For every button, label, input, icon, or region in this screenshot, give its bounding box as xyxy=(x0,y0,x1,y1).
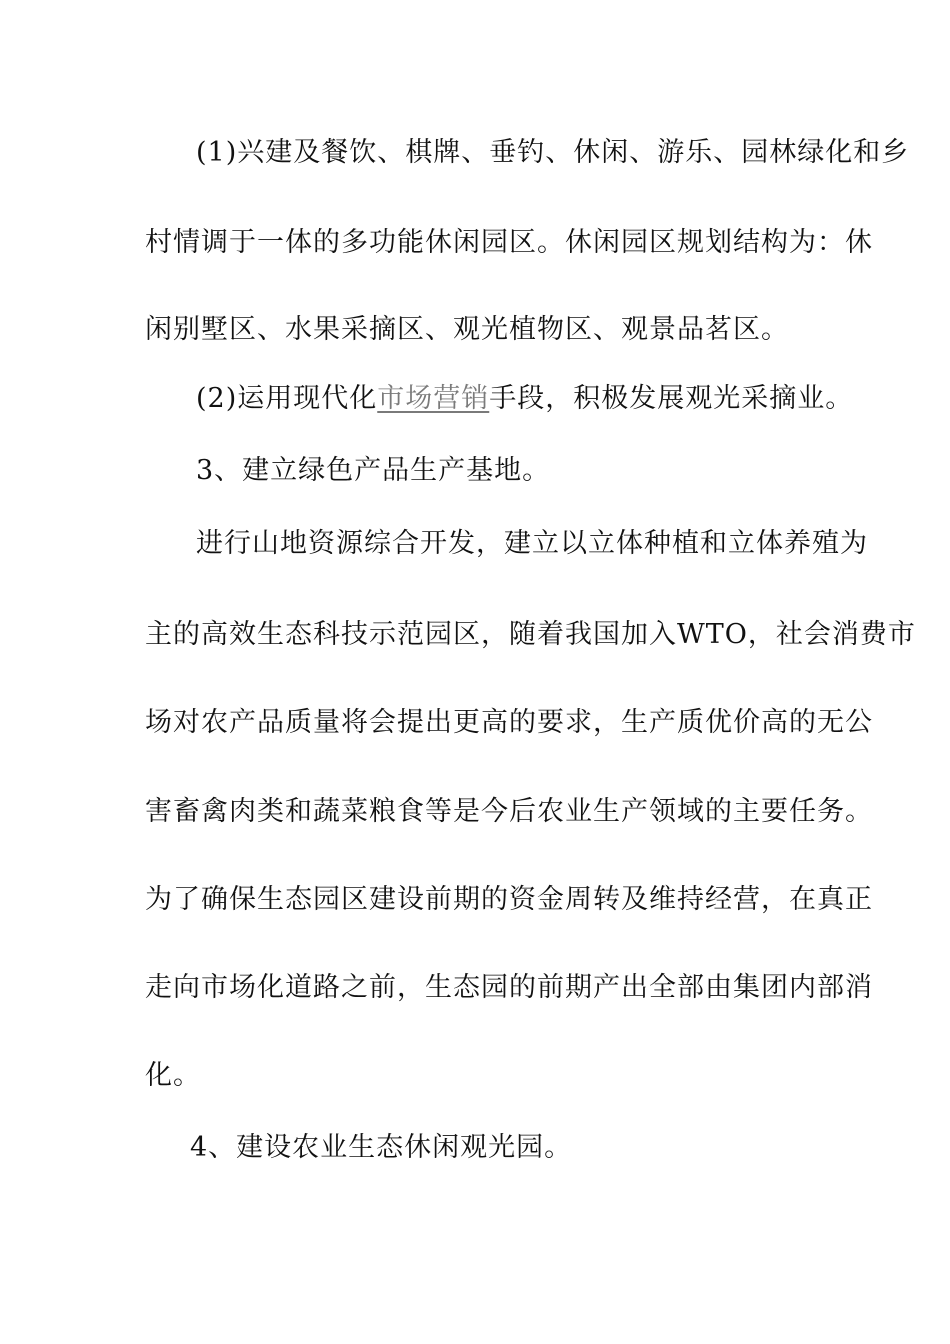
paragraph-1-line-3: 闲别墅区、水果采摘区、观光植物区、观景品茗区。 xyxy=(145,314,789,345)
market-marketing-link[interactable]: 市场营销 xyxy=(377,383,490,414)
paragraph-4-line-3: 场对农产品质量将会提出更高的要求，生产质优价高的无公 xyxy=(145,707,873,738)
paragraph-4-line-5: 为了确保生态园区建设前期的资金周转及维持经营，在真正 xyxy=(145,884,873,915)
paragraph-4-line-6: 走向市场化道路之前，生态园的前期产出全部由集团内部消 xyxy=(145,972,873,1003)
paragraph-1-line-1: (1)兴建及餐饮、棋牌、垂钓、休闲、游乐、园林绿化和乡 xyxy=(196,137,910,168)
paragraph-2-text-after: 手段，积极发展观光采摘业。 xyxy=(489,383,854,414)
section-heading-3: 3、建立绿色产品生产基地。 xyxy=(196,455,551,486)
paragraph-1-line-2: 村情调于一体的多功能休闲园区。休闲园区规划结构为：休 xyxy=(145,227,873,258)
paragraph-4-line-1: 进行山地资源综合开发，建立以立体种植和立体养殖为 xyxy=(196,528,868,559)
paragraph-4-line-2: 主的高效生态科技示范园区，随着我国加入WTO，社会消费市 xyxy=(145,619,916,650)
paragraph-2-text-before: (2)运用现代化 xyxy=(196,383,378,414)
paragraph-2 xyxy=(196,382,853,416)
paragraph-4-line-7: 化。 xyxy=(145,1060,201,1091)
paragraph-4-line-4: 害畜禽肉类和蔬菜粮食等是今后农业生产领域的主要任务。 xyxy=(145,796,873,827)
section-heading-4: 4、建设农业生态休闲观光园。 xyxy=(190,1132,573,1163)
